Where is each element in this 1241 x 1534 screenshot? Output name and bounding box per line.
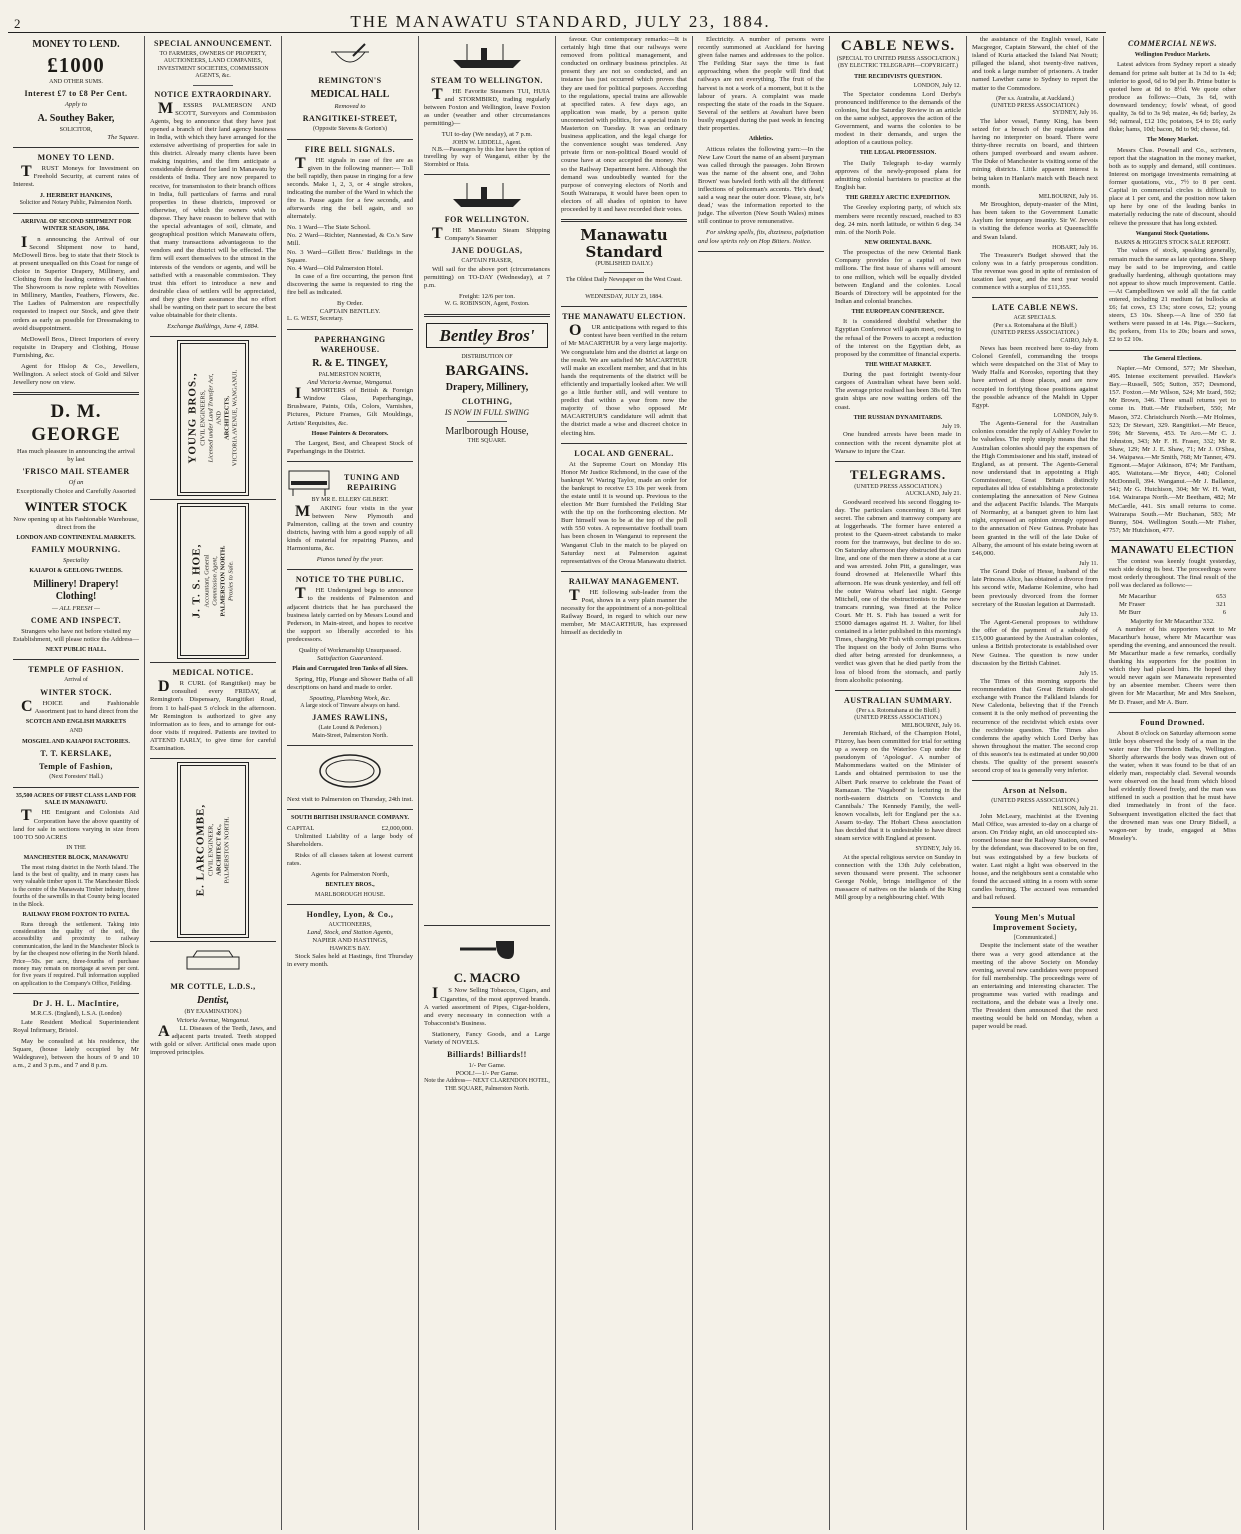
- box1-line-1: CIVIL ENGINEERS,: [199, 390, 207, 447]
- elections-heading: The General Elections.: [1143, 355, 1202, 362]
- pipe-icon: [441, 931, 533, 965]
- fire-ward-3: No. 4 Ward—Old Palmerston Hotel.: [287, 264, 384, 272]
- lead-article: favour. Our contemporary remarks:—It is certainly high time that our railways were removed from political management, and conducted on ordinary business principles. At present they are not so conducted, and an instance has just occurred which proves that they are used for political purposes. According to the regulations, special trains are allowable at specified rates. A few days ago, an application was made, by a person quite unconnected with politics, for a special train to Masterton on Tuesday. It was an ordinary business application, and the legal charge for the convenience sought was tendered. Any private firm or non-political Board would of course have at once accepted the money. Not so the Railway Department here. Although the demand was undoubtedly wanted for the purpose of conveying electors of North and South Wairarapa, it would have been open to electors of all shades of opinion to have proceeded by it and have recorded their votes.: [561, 36, 687, 213]
- column-5: [556, 36, 693, 1530]
- july15-place: July 15.: [1078, 670, 1098, 677]
- tuning-tuned: Pianos tuned by the year.: [316, 556, 384, 564]
- london-place: LONDON, July 9.: [1053, 412, 1098, 419]
- george-ship: 'FRISCO MAIL STEAMER: [22, 467, 130, 477]
- result-name-1: Mr Fraser: [1119, 601, 1146, 609]
- arson-place: NELSON, July 21.: [1052, 805, 1098, 812]
- result-name-2: Mr Burr: [1119, 609, 1141, 617]
- arson-assoc: (UNITED PRESS ASSOCIATION.): [991, 798, 1079, 805]
- steam-nb: N.B.—Passengers by this line have the option of travelling by way of Wanganui, either by the Stormbird or Huia.: [424, 146, 550, 168]
- notice-body: MESSRS PALMERSON AND SCOTT, Surveyors and Commission Agents, beg to announce that they have just opened a branch of their land agency business in India, with which they have arranged for the extensive advertising of properties for sale in this district. Already many clients have been making inquiries, and the firm anticipate a considerable demand for land in Manawatu by residents of India. They are now prepared to receive, for transmission to their branch offices in India, full particulars of farms and rural properties in these districts, improved or otherwise, of which the owners wish to dispose. They have reason to believe that with the special advantages of soil, climate, and geographical position which Manawatu offers, that many transactions advantageous to the vendors and the district will be effected. The firm will exert themselves to the utmost in the interests of the vendors or agents, and will be satisfied with a reasonable commission. They trust this effort to introduce a new and desirable class of settlers will be appreciated, and they give their assurance that no effort shall be wanting on their part to secure the best value obtainable for their clients.: [150, 99, 276, 320]
- george-come: COME AND INSPECT.: [30, 615, 122, 625]
- page-number-left: 2: [14, 16, 21, 31]
- london-body: The Agents-General for the Australian colonies consider the reply of Ashley Fowler to be valueless. The reply simply means that the Australian colonies should pay the expenses of the High Commissioner and his staff, instead of England, as at present. The Agents-General now understand that in appointing a High Commissioner, Great Britain distinctly repudiates all idea of establishing a protectorate contemplating the annexation of New Guinea and the adjacent Pacific Islands. The Marquis of Normanby, at a banquet given to him last night, expressed an opinion strongly opposed to the annexation of New Guinea. Probate has been granted in the will of the late Duke of Albany, the amount of his estate being sworn at £46,000.: [972, 420, 1098, 557]
- result-name-0: Mr Macarthur: [1119, 593, 1157, 601]
- box3-line-0: E. LARCOMBE,: [194, 803, 207, 897]
- majority: Majority for Mr Macarthur 332.: [1130, 617, 1215, 625]
- arrival-body: In announcing the Arrival of our Second Shipment now to hand, McDowell Bros. beg to state that their Stock is at present unequalled on this Coast for range of choice in Superior Drapery, Millinery, and Clothing from the leading centres of Fashion. The Showroom is now replete with Novelties in Millinery, Mantles, Feathers, Flowers, &c. The Ladies of Palmerston are respectfully requested to inspect our Stock, and give their orders as early as possible for Dressmaking to avoid disappointment.: [13, 233, 139, 332]
- george-address: NEXT PUBLIC HALL.: [45, 647, 107, 654]
- tooth-icon: [167, 947, 259, 977]
- cable-wheat-body: During the past fortnight twenty-four cargoes of Australian wheat have been sold. The average price realised has been 38s 6d. Ten grain ships are now waiting orders off the coast.: [835, 371, 961, 411]
- column-6: [693, 36, 830, 1530]
- next-visit: Next visit to Palmerston on Thursday, 24th inst.: [287, 796, 414, 804]
- hondley-loc: NAPIER AND HASTINGS,: [312, 937, 388, 945]
- tele-body: Goodward received his second flogging to-day. The particulars concerning it are kept secret. The cabmen and tramway company are at loggerheads. The former have entered a protest to the Queen-street cabstands to make room for the tramways, but decline to do so. On Saturday afternoon they obstructed the tram line, and one of the men threw a stone at a car and was arrested. John Pitt, a gunslinger, was found drowned at Helensville Wharf this afternoon. He was drunk yesterday, and fell off the outer Wairoa wharf last night. George Mitchell, one of the obstructionists to the new tramcars running, was fined at the Police Court. Mr H. S. Fish has issued a writ for £5000 damages against H. J. Walter, for libel contained in a letter published in this morning's Times, charging Mr Fish with corrupt practices. The inquest on the body of John Burns who died after being arrested for drunkenness, a verdict was given that he died partly from the loss of blood from the stomach, and partly from alcoholic poisoning.: [835, 498, 961, 684]
- cottle-name: MR COTTLE, L.D.S.,: [170, 982, 256, 992]
- public-heading: NOTICE TO THE PUBLIC.: [295, 575, 405, 585]
- masthead: [8, 6, 1106, 33]
- cottle-title: Dentist,: [197, 995, 229, 1007]
- box3-line-2: ARCHITECT &c.,: [215, 824, 223, 876]
- result-votes-0: 653: [1216, 593, 1226, 601]
- late-body: News has been received here to-day from Colonel Grenfell, commanding the troops which were despatched on the 31st of May to Wady Halfa and Korosko, reporting that they have arrived at those places, and are now occupied in fortifying those positions against the possible advance of the Mahdi in Upper Egypt.: [972, 345, 1098, 409]
- manawatu-after: A number of his supporters went to Mr Macarthur's house, where Mr Macarthur was spending the evening, and announced the result. Mr Macarthur made a few remarks, cordially thanking his supporters for the position in which they had placed him. He hoped they would never again see Manawatu represented by an absentee member. Cheers were then given for Mr Macarthur, Mr and Mrs Snelson, Mr D. Fraser, and Mr A. Burr.: [1109, 625, 1236, 706]
- bentley-square: THE SQUARE.: [467, 438, 507, 445]
- fire-ward-0: No. 1 Ward—The State School.: [287, 224, 371, 232]
- late-heading: LATE CABLE NEWS.: [991, 303, 1079, 313]
- steamer-icon: [441, 41, 533, 71]
- foxwell-captain: CAPTAIN FRASER,: [461, 258, 513, 265]
- column-1: [8, 36, 145, 1530]
- result-row-0: [1109, 593, 1236, 601]
- box3-line-1: CIVIL ENGINEER,: [207, 824, 215, 877]
- ymmi-comm: [Communicated.]: [1013, 935, 1057, 942]
- money-to-lend-heading: MONEY TO LEND.: [32, 39, 120, 50]
- foxwell-freight: Freight: 12/6 per ton.: [458, 293, 516, 301]
- july15-body: The Times of this morning supports the recommendation that Great Britain should exchange with France the Falkland Islands for New Caledonia, believing that if the French consent it is the only method of preventing the recurrence of the recidivist which exists over the recidiviste question. The Times also condemns the apathy which Lord Derby has shown throughout the matter. The second crop of this season's tea is estimated at under 90,000 chests. The quality of the present season's second crop of tea is generally very inferior.: [972, 678, 1098, 775]
- tingey-largest: The Largest, Best, and Cheapest Stock of Paperhangings in the District.: [287, 440, 413, 456]
- rem-name: REMINGTON'S: [318, 76, 382, 85]
- lend-heading: MONEY TO LEND.: [37, 153, 115, 162]
- money-body: Messrs Chas. Pownall and Co., scrivners, report that the stagnation in the money market, both as to supply and demand, still continues. Interest on mortgage investments remaining at former quotations, viz., 7½ to 8 per cent. Capital in commercial circles is difficult to place at 1 per cent, and the position now taken up here by one of the leading banks in materially reducing the rate of discount, should relieve the pressure that has long existed.: [1109, 146, 1236, 227]
- late-bluff: (Per s.s. Rotomahana at the Bluff.): [993, 322, 1077, 329]
- box3-line-3: PALMERSTON NORTH.: [223, 816, 231, 884]
- hondley-bay: HAWKE'S BAY.: [329, 945, 371, 952]
- arrival-sign: McDowell Bros., Direct Importers of every requisite in Drapery and Clothing, House Furnishing, &c.: [13, 335, 139, 359]
- george-choice: Exceptionally Choice and Carefully Assorted: [16, 487, 136, 495]
- result-row-1: [1109, 601, 1236, 609]
- george-goods: KAIAPOI & GEELONG TWEEDS.: [29, 568, 123, 575]
- lend-body: TRUST Moneys for Investment on Freehold Security, at current rates of Interest.: [13, 163, 139, 189]
- temple-name: T. T. KERSLAKE,: [40, 749, 112, 759]
- piano-icon: [287, 467, 331, 497]
- sydney-place: SYDNEY, July 16.: [915, 846, 961, 853]
- foxwell-body: THE Manawatu Steam Shipping Company's Steamer: [432, 225, 550, 243]
- july11-place: July 11.: [1079, 560, 1098, 567]
- column-3: [282, 36, 419, 1530]
- insurance-liability: Unlimited Liability of a large body of Shareholders.: [287, 832, 413, 848]
- temple-stock: WINTER STOCK.: [40, 687, 112, 697]
- athletic-body: Atticus relates the following yarn:—In the New Law Court the name of an absent juryman was called through the passages. John Brown was the name of the absent one, and 'John Brown' was bawled forth with all the different inflections of policeman's accents. 'He's dead,' said a wag near the outer door. 'Please, sir, he's dead,' was the information reported to the judge. The silverton (New South Wales) mines still continue to prove remunerative.: [698, 145, 824, 226]
- cottle-addr: Victoria Avenue, Wanganui.: [176, 1016, 250, 1024]
- medical-heading: MEDICAL NOTICE.: [172, 668, 254, 678]
- result-votes-1: 321: [1216, 601, 1226, 609]
- fire-sec: L. G. WEST, Secretary.: [287, 316, 344, 323]
- july13-body: The Agent-General proposes to withdraw the offer of the payment of a subsidy of £15,000 guaranteed by the Australian colonies, unless a British protectorate is established over New Guinea. The question is now under discussion by the British Cabinet.: [972, 619, 1098, 667]
- sydney-body: At the special religious service on Sunday in connection with the 13th July celebration, seven thousand were present. The schooner George Noble, brings intelligence of the massacre of natives on the islands of the King Mill group by a neighbouring chief. With: [835, 853, 961, 902]
- bentley-banner: Bentley Bros': [426, 323, 548, 348]
- stock-body: The values of stock, speaking generally, remain much the same as late quotations. Sheep may be said to be improving, and cattle gradually hardening, although quotations may not appear to show much improvement. Cattle.—At Campbelltown we sold all the fat cattle entered, including 21 medium fat bullocks at £6; fat cows, £3 13s; store cows, £2; young steers, £3 10s. Sheep.—A line of 350 fat wethers were passed in at 14s. Pigs.—Suckers, 8s; porkers, from 11s to 20s; boars and sows, £2 to £2 10s.: [1109, 247, 1236, 344]
- tele-heading: TELEGRAMS.: [849, 466, 947, 482]
- insurance-house: MARLBOROUGH HOUSE.: [314, 891, 385, 898]
- box2-line-0: J. T. S. HOE,: [190, 543, 203, 619]
- column-9: [1104, 36, 1241, 1530]
- box1-line-4: ARCHITECTS,: [223, 396, 231, 441]
- special-to: TO FARMERS, OWNERS OF PROPERTY, AUCTIONEERS, LAND COMPANIES, INVESTMENT SOCIETIES, COMMISSION AGENTS, &c.: [157, 51, 269, 80]
- money-amount: £1000: [47, 53, 105, 77]
- doctor-heading: Dr J. H. L. MacIntire,: [32, 999, 120, 1009]
- hobart-place: HOBART, July 16.: [1052, 244, 1098, 251]
- hondley-role: AUCTIONEERS,: [328, 921, 372, 928]
- steamer-icon-2: [441, 180, 533, 210]
- cable-bank-heading: NEW ORIENTAL BANK.: [864, 239, 932, 246]
- cable-dyn-place: July 19.: [941, 424, 961, 431]
- special-heading: SPECIAL ANNOUNCEMENT.: [154, 39, 272, 48]
- aust-place: MELBOURNE, July 16.: [901, 722, 961, 729]
- tingey-loc: PALMERSTON NORTH,: [318, 371, 382, 378]
- tingey-and: And Victoria Avenue, Wanganui.: [307, 379, 393, 387]
- bentley-clothing: CLOTHING,: [461, 396, 513, 406]
- paper-tag: The Oldest Daily Newspaper on the West Coast.: [565, 277, 683, 284]
- cable-special: (SPECIAL TO UNITED PRESS ASSOCIATION.): [836, 56, 960, 62]
- hondley-sales: Stock Sales held at Hastings, first Thursday in every month.: [287, 952, 413, 969]
- notice-addr: Exchange Buildings, June 4, 1884.: [167, 323, 259, 331]
- temple-sub: Temple of Fashion,: [39, 762, 113, 772]
- george-stock: WINTER STOCK: [24, 498, 128, 514]
- box1-line-5: VICTORIA AVENUE, WANGANUI.: [231, 369, 239, 467]
- arrival-heading: ARRIVAL OF SECOND SHIPMENT FOR WINTER SEASON, 1884.: [20, 218, 132, 233]
- money-interest: Interest £7 to £8 Per Cent.: [24, 89, 128, 99]
- seal-icon: [304, 751, 396, 791]
- insurance-heading: SOUTH BRITISH INSURANCE COMPANY.: [290, 815, 410, 822]
- doctor-body: Late Resident Medical Superintendent Royal Infirmary, Bristol.: [13, 1018, 139, 1034]
- cable-bank-body: The prospectus of the new Oriental Bank Company provides for a capital of two millions. The first issue of shares will amount to one million, which will be equally divided between England and the colonies. Local Boards of Directory will be appointed for the Indian and colonial branches.: [835, 249, 961, 305]
- pool-price: POOL!—1/- Per Game.: [455, 1070, 519, 1078]
- masthead-title: THE MANAWATU STANDARD, JULY 23, 1884.: [350, 12, 771, 31]
- rawlins-addr: Main-Street, Palmerston North.: [312, 732, 388, 739]
- cable-q-body: The Spectator condemns Lord Derby's pronounced indifference to the demands of the colonies, but the Saturday Review in an article on the same subject, approves the action of the Government, and warns the colonies to be modest in their demands, and urges the adoption of a cautious policy.: [835, 90, 961, 147]
- fire-body: THE signals in case of fire are as given in the following manner:— Toll the bell rapidly, then pause in ringing for a few seconds. Make 1, 2, 3, or 4 single strokes, indicating the number of the Ward in which the fire is. Pause again for a few seconds, and afterwards ring the bell again, and so alternately.: [287, 154, 413, 221]
- nb-body: For sinking spells, fits, dizziness, palpitation and low spirits rely on Hop Bitters. Notice.: [698, 229, 824, 245]
- george-millinery: Millinery! Drapery! Clothing!: [33, 578, 119, 602]
- ymmi-body: Despite the inclement state of the weather there was a very good attendance at the meeting of the above Society on Monday evening, several new candidates were proposed for full membership. The proceedings were of an entertaining and interesting character. The programme was varied with readings and recitations, and the debate was a lively one. The President then announced that the next meeting would be held on Monday, when a paper would be read.: [972, 942, 1098, 1031]
- fire-order: By Order.: [336, 300, 363, 308]
- george-of: Of an: [68, 479, 84, 487]
- insurance-capital-label: CAPITAL: [287, 824, 315, 832]
- insurance-bentley: BENTLEY BROS.,: [325, 882, 375, 889]
- temple-next: (Next Foresters' Hall.): [49, 774, 103, 781]
- steam-agent: JOHN W. LIDDELL, Agent.: [452, 139, 522, 146]
- george-mourning: FAMILY MOURNING.: [31, 545, 121, 555]
- arrival-agent: Agent for Hislop & Co., Jewellers, Wellington. A select stock of Gold and Silver Jewellery now on view.: [13, 363, 139, 387]
- bentley-swing: IS NOW IN FULL SWING: [444, 407, 530, 417]
- box1-line-2: Licensed under Land Transfer Act,: [207, 373, 215, 463]
- cable-heading: CABLE NEWS.: [840, 38, 956, 54]
- aust-heading: AUSTRALIAN SUMMARY.: [843, 695, 953, 705]
- steam-body: THE Favorite Steamers TUI, HUIA and STORMBIRD, trading regularly between Foxton and Wellington, leave Foxton as under (weather and other circumstances permitting)—: [424, 86, 550, 128]
- rem-opp: (Opposite Stevens & Gorton's): [313, 126, 387, 133]
- july11-body: The Grand Duke of Hesse, husband of the late Princess Alice, has obtained a divorce from his second wife, Madame Kolemine, who had been previously divorced from the former secretary of the Russian legation at Darmstadt.: [972, 568, 1098, 608]
- tuning-by: BY MR E. ELLERY GILBERT.: [311, 497, 389, 504]
- money-addr: The Square.: [107, 133, 139, 141]
- public-body: THE Undersigned begs to announce to the residents of Palmerston and adjacent districts that he has purchased the business lately carried on by Messrs Lound and Pederson, in Main-street, and hopes to receive the support so liberally accorded to his predecessors.: [287, 585, 413, 643]
- stock-heading: Wanganui Stock Quotations.: [1135, 230, 1210, 237]
- public-satisfaction: Satisfaction Guaranteed.: [317, 655, 383, 663]
- money-sub: AND OTHER SUMS.: [49, 79, 103, 85]
- late-assoc: (UNITED PRESS ASSOCIATION.): [991, 330, 1079, 337]
- col7-lead-place: SYDNEY, July 16.: [1052, 110, 1098, 117]
- aust-assoc: (UNITED PRESS ASSOCIATION.): [854, 715, 942, 722]
- ymmi-heading: Young Men's Mutual Improvement Society,: [992, 913, 1078, 933]
- temple-markets: SCOTCH AND ENGLISH MARKETS: [25, 719, 127, 726]
- box2-line-4: Proxies to Sale.: [227, 561, 235, 602]
- doctor-consult: May be consulted at his residence, the Square, (house lately occupied by Mr Waldegrave), between the hours of 9 and 10 a.m., 2 and 3 p.m., and 7 and 8 p.m.: [13, 1037, 139, 1070]
- rem-street: RANGITIKEI-STREET,: [302, 114, 398, 124]
- cottle-exam: (BY EXAMINATION.): [184, 1009, 242, 1016]
- melb-body: Mr Broughton, deputy-master of the Mint, has been taken to the Government Lunatic Asylum for temporary insanity. Sir W. Jervois is visiting the defence works at Queenscliffe and Swan Island.: [972, 201, 1098, 241]
- money-role: SOLICITOR,: [59, 126, 93, 133]
- box2-line-3: PALMERSTON NORTH.: [219, 545, 227, 617]
- medical-body: DR CURL (of Rangitikei) may be consulted every FRIDAY, at Remington's Dispensary, Rangitikei Road, from 1 to half-past 5 o'clock in the afternoon. Mr Remington is authorized to give any information as to fees, and to arrange for out-door visits if required. Patients are invited to ATTEND EARLY, to give time for careful Examination.: [150, 678, 276, 752]
- cable-dyn-body: One hundred arrests have been made in connection with the recent dynamite plot at Warsaw to injure the Czar.: [835, 431, 961, 455]
- iron-body: Spring, Hip, Plunge and Shower Baths of all descriptions on hand and made to order.: [287, 675, 413, 691]
- money-apply: Apply to: [64, 101, 88, 109]
- tele-place: AUCKLAND, July 21.: [905, 491, 961, 498]
- election-body: OUR anticipations with regard to this contest have been verified in the return of Mr MACARTHUR by a very large majority. We congratulate him and the district at large on the result. We are satisfied Mr MACARTHUR will make an excellent member, and that in his hands the requirements of the district will be efficiently and impartially looked after. We will go a little further still, and will venture to predict that within a year from now the majority of those who opposed Mr MACARTHUR'S candidature will admit that the district made a wise and discreet choice in electing him.: [561, 322, 687, 437]
- steam-tui: TUI to-day (We nesday), at 7 p.m.: [441, 131, 533, 139]
- foxwell-agent: W. G. ROBINSON, Agent, Foxton.: [444, 301, 530, 308]
- temple-arrival: Arrival of: [64, 677, 88, 684]
- result-votes-2: 6: [1222, 609, 1226, 617]
- columns: [8, 36, 1236, 1530]
- hondley-land: Land, Stock, and Station Agents,: [307, 929, 393, 937]
- manawatu-heading: MANAWATU ELECTION: [1110, 544, 1235, 556]
- box1-line-0: YOUNG BROS.,: [186, 372, 199, 464]
- macro-name: C. MACRO: [453, 970, 521, 986]
- money-name: A. Southey Baker,: [37, 112, 115, 124]
- paper-title: Manawatu Standard: [580, 226, 668, 262]
- july13-place: July 13.: [1078, 611, 1098, 618]
- rail-heading: RAILWAY MANAGEMENT.: [568, 576, 680, 586]
- billiards-addr: Note the Address— NEXT CLARENDON HOTEL, THE SQUARE, Palmerston North.: [424, 1078, 550, 1092]
- cable-wheat-heading: THE WHEAT MARKET.: [864, 361, 932, 368]
- foxwell-heading: FOR WELLINGTON.: [444, 215, 530, 225]
- col7-lead-sub: (Per s.s. Australia, at Auckland.): [996, 95, 1074, 102]
- foxwell-sail: Will sail for the above port (circumstances permitting) on TO-DAY (Wednesday), at 7 p.m.: [424, 265, 550, 289]
- land-details: The most rising district in the North Island. The land is the best of quality, and in many cases has very valuable timber upon it. The Manchester Block is the centre of the Manawatu Timber industry, three fourths of the sawmills in that County being located in the Block.: [13, 864, 139, 908]
- athletic-heading: Athletics.: [748, 136, 774, 143]
- land-railway: RAILWAY FROM FOXTON TO PATEA.: [22, 912, 130, 919]
- mortar-pestle-icon: [304, 41, 396, 71]
- cable-copy: (BY ELECTRIC TELEGRAPH—COPYRIGHT.): [837, 63, 959, 70]
- aust-body: Jeremiah Richard, of the Champion Hotel, Fitzroy, has been committed for trial for setting up a sweep on the Waterloo Cup under the pseudonym of 'Apologue'. A number of Mahommedans waited on the Minister of Lands and obtained permission to use the Albert Park reserve to celebrate the Feast of Ramazan. The 'Vagabond' is lecturing in the north-eastern districts on 'Convicts and Cannibals.' The Kennedy Family, the well-known vocalists, left for England per the s.s. Assam to-day. The Hobart Chess association has decided that it is undesirable to have direct steam service with England at present.: [835, 729, 961, 843]
- cable-conf-heading: THE EUROPEAN CONFERENCE.: [851, 308, 945, 315]
- election-heading: THE MANAWATU ELECTION.: [562, 312, 686, 322]
- local-heading: LOCAL AND GENERAL.: [574, 448, 674, 458]
- rem-removed: Removed to: [334, 103, 366, 110]
- land-heading: 35,500 ACRES OF FIRST CLASS LAND FOR SALE IN MANAWATU.: [15, 792, 137, 807]
- notice-heading: NOTICE EXTRAORDINARY.: [154, 89, 272, 99]
- insurance-risks: Risks of all classes taken at lowest current rates.: [287, 851, 413, 867]
- iron-heading: Plain and Corrugated Iron Tanks of all Sizes.: [292, 666, 408, 673]
- land-body: THE Emigrant and Colonists Aid Corporation have the above quantity of land for sale in sections varying in size from 100 TO 500 ACRES: [13, 807, 139, 841]
- drowned-body: About 8 o'clock on Saturday afternoon some little boys observed the body of a man in the water near the Thorndon Baths, Wellington. Shortly afterwards the body was drawn out of the water, when it was found to be that of an elderly man, respectably clad. Several wounds were observed on the head from which blood had evidently flowed freely, and the man was stiffened in such a position that he must have died immediately in front of the face. Subsequent investigation elicited the fact that the drowned man was one Drury Bidsell, a wagon-ner by trade, engaged at Miss Moseley's.: [1109, 729, 1236, 842]
- billiards-heading: Billiards! Billiards!!: [447, 1050, 527, 1060]
- larcombe-card: [180, 765, 246, 935]
- arson-body: John McLeary, machinist at the Evening Mail Office, was arrested to-day on a charge of arson. On Friday night, an old unoccupied six-roomed house near the Railway Station, owned by the defendant, was discovered to be on fire, but was extinguished by a few buckets of water. Last night a light was observed in the house, and the neighbours sent a constable who found the accused sitting in a room with some candles burning. The accused was remanded and bail refused.: [972, 813, 1098, 901]
- tingey-sub: House Painters & Decorators.: [311, 430, 389, 437]
- george-intro: Has much pleasure in announcing the arrival by last: [17, 448, 135, 464]
- hondley-name: Hondley, Lyon, & Co.,: [306, 909, 394, 919]
- cable-legal-heading: THE LEGAL PROFESSION.: [859, 150, 937, 157]
- cottle-body: ALL Diseases of the Teeth, Jaws, and adjacent parts treated. Teeth stopped with gold or silver. Artificial ones made upon improved principles.: [150, 1022, 276, 1056]
- lend-name: J. HERBERT HANKINS,: [39, 192, 113, 200]
- iron-spouting: Spouting, Plumbing Work, &c.: [309, 694, 391, 702]
- cable-q-heading: THE RECIDIVISTS QUESTION.: [854, 73, 942, 80]
- column-2: [145, 36, 282, 1530]
- fire-ward-1: No. 2 Ward—Richter, Nannestad, & Co.'s Saw Mill.: [287, 232, 413, 248]
- paper-pub: (PUBLISHED DAILY.): [595, 261, 653, 268]
- column-7: [830, 36, 967, 1530]
- george-heading: D. M. GEORGE: [31, 401, 121, 446]
- cable-greely-body: The Greeley exploring party, of which six members were recently rescued, reached to 83 deg. 24 min. north latitude, or within 6 deg. 34 min. of the North Pole.: [835, 204, 961, 236]
- iron-tinware: A large stock of Tinware always on hand.: [300, 702, 400, 709]
- macro-stationery: Stationery, Fancy Goods, and a Large Variety of NOVELS.: [424, 1030, 550, 1047]
- late-place: CAIRO, July 8.: [1060, 337, 1098, 344]
- rail-body: THE following sub-leader from the Post, shows in a very plain manner the necessity for the appointment of a non-political Railway Board, in regard to which our new member, Mr MACARTHUR, has expressed himself as decidedly in: [561, 586, 687, 637]
- hobart-body: The Treasurer's Budget showed that the colony was in a fairly prosperous condition. The revenue was good in spite of remission of taxation last year, and the next year would commence with a surplus of £11,355.: [972, 252, 1098, 292]
- land-block: MANCHESTER BLOCK, MANAWATU: [23, 855, 129, 862]
- temple-and: AND: [69, 728, 83, 735]
- rem-hall: MEDICAL HALL: [310, 89, 390, 100]
- bentley-goods: Drapery, Millinery,: [445, 381, 529, 393]
- col6-lead: Electricity. A number of persons were recently summoned at Auckland for having given false names and addresses to the police. The Feilding Star says the time is fast approaching when the people will find that railways are not everything. The fruit of the harvest is not a work of a moment, but it is the labour of years. A complaint was made respecting the state of the roads in the Square. Several of the settlers at Awahuri have been busily engaged during the past week in fencing their properties.: [698, 36, 824, 133]
- rawlins-late: (Late Lound & Pederson.): [318, 725, 382, 732]
- bentley-bargains: BARGAINS.: [445, 362, 529, 379]
- tuning-heading: TUNING AND REPAIRING: [344, 472, 400, 492]
- cable-q-place: LONDON, July 12.: [913, 83, 961, 90]
- drowned-heading: Found Drowned.: [1140, 717, 1205, 727]
- col7-lead: the assistance of the English vessel, Kate Macgregor, Captain Steward, the chief of the island of Kuria attacked the Island Nai Nouti; pillaged the island, shot twenty-five natives, and took a large number of prisoners. A trader named Lawther came to Sydney to report the matter to the Commodore.: [972, 36, 1098, 92]
- fire-ward-2: No. 3 Ward—Gillett Bros.' Buildings in the Square.: [287, 248, 413, 264]
- column-8: [967, 36, 1104, 1530]
- late-sub: AGE SPECIALS.: [1013, 315, 1057, 322]
- produce-heading: Wellington Produce Markets.: [1134, 52, 1211, 58]
- foxwell-ship: JANE DOUGLAS,: [451, 246, 523, 256]
- tingey-body: IMPORTERS of British & Foreign Window Glass, Paperhangings, Brushware, Paints, Oils, Colors, Varnishes, Pictures, Picture Frames, Gilt Mouldings, Artists' Requisites, &c.: [287, 385, 413, 427]
- doctor-quals: M.R.C.S. (England), L.S.A. (London): [30, 1011, 122, 1018]
- manawatu-body: The contest was keenly fought yesterday, each side doing its best. The proceedings were most orderly throughout. The final result of the poll was declared as follows:—: [1109, 557, 1236, 590]
- temple-body: CHOICE and Fashionable Assortment just to hand direct from the: [21, 697, 139, 715]
- billiards-price: 1/- Per Game.: [468, 1062, 506, 1070]
- macro-body: IS Now Selling Tobaccos, Cigars, and Cigarettes, of the most approved brands. A varied assortment of Pipes, Cigar-holders, and every necessary in connection with a Tobacconist's Business.: [424, 985, 550, 1027]
- aust-sub: (Per s.s. Rotomahana at the Bluff.): [856, 707, 940, 714]
- col7-lead-assoc: (UNITED PRESS ASSOCIATION.): [991, 103, 1079, 110]
- box2-line-2: Commission Agent,: [211, 556, 219, 607]
- tingey-name: R. & E. TINGEY,: [312, 357, 388, 369]
- insurance-agents: Agents for Palmerston North,: [310, 871, 389, 879]
- george-markets: LONDON AND CONTINENTAL MARKETS.: [16, 534, 136, 541]
- tele-assoc: (UNITED PRESS ASSOCIATION.): [854, 483, 942, 490]
- george-speciality: Speciality: [63, 557, 89, 565]
- fire-heading: FIRE BELL SIGNALS.: [304, 144, 396, 154]
- local-body: At the Supreme Court on Monday His Honor Mr Justice Richmond, in the case of the bankrupt W. Waring Taylor, made an order for the bankrupt to receive £3 10s per week from the estate until it is wound up. Previous to the election Mr Burr furnished the Feilding Star with the tip on the forthcoming election. Mr Burr himself was to be at the top of the poll with 550 votes. A representative football team has been chosen in Wanganui to represent the Wanganui Club in the match to be played on Saturday next at Palmerston against representatives of the Oroua Manawatu district.: [561, 460, 687, 565]
- tingey-heading: PAPERHANGING WAREHOUSE.: [314, 334, 386, 354]
- cable-conf-body: It is considered doubtful whether the Egyptian Conference will again meet, owing to the refusal of the Powers to accept a reduction of the interest on the Egyptian debt, as proposed by the committee of financial experts.: [835, 318, 961, 358]
- money-heading: The Money Market.: [1146, 137, 1199, 144]
- land-terms: Runs through the settlement. Taking into consideration the quality of the soil, the accessibility and proximity to railway communication, the land in the Manchester Block is by far the cheapest now offering in the North Island. Price—50s. per acre, three-fourths of purchase money may remain on mortgage at seven per cent. for five years if required. Full information supplied on application to the Company's Office, Feilding.: [13, 921, 139, 987]
- hoe-card: [180, 506, 246, 656]
- steam-heading: STEAM TO WELLINGTON.: [431, 76, 543, 85]
- george-strangers: Strangers who have not before visited my Establishment, will please notice the Address—: [13, 627, 139, 643]
- land-in: IN THE: [66, 844, 86, 851]
- arson-heading: Arson at Nelson.: [1002, 786, 1068, 796]
- insurance-capital: £2,000,000.: [381, 824, 413, 832]
- temple-mosgiel: MOSGIEL AND KAIAPOI FACTORIES.: [22, 738, 130, 745]
- cable-greely-heading: THE GREELY ARCTIC EXPEDITION.: [845, 195, 951, 202]
- cable-dyn-heading: THE RUSSIAN DYNAMITARDS.: [853, 414, 943, 421]
- young-bros-card: [180, 343, 246, 493]
- melb-place: MELBOURNE, July 16.: [1038, 193, 1098, 200]
- result-row-2: [1109, 609, 1236, 617]
- george-open: Now opening up at his Fashionable Warehouse, direct from the: [13, 515, 139, 531]
- box1-line-3: AND: [215, 411, 223, 426]
- cable-legal-body: The Daily Telegraph to-day warmly approves of the newly-proposed plans for admitting colonial barristers to practice at the English bar.: [835, 159, 961, 191]
- bentley-dist: DISTRIBUTION OF: [461, 353, 513, 360]
- fire-note: In case of a fire occurring, the person first discovering the same is requested to ring the fire bell as indicated.: [287, 272, 413, 296]
- produce-body: Latest advices from Sydney report a steady demand for prime salt butter at 1s 3d to 1s 4d; inferior to good, 6d to 9d per lb. Prime butter is quoted here at 8d to 8½d. We quote other produce as follows:—Oats, 3s 6d, with downward tendency; fowls' wheat, of good quality, 3s 6d to 3s 9d; maize, 4s 6d; barley, 2s 9d; oatmeal, £12 10s; potatoes, £4 to £6; early fluke; hams, 10d; bacon, 8d to 9d; cheese, 6d.: [1109, 61, 1236, 134]
- column-4: [419, 36, 556, 1530]
- comm-heading: COMMERCIAL NEWS.: [1127, 39, 1218, 48]
- temple-heading: TEMPLE OF FASHION.: [28, 665, 124, 675]
- rawlins-name: JAMES RAWLINS,: [312, 713, 388, 723]
- george-fresh: — ALL FRESH —: [52, 604, 100, 612]
- lend-role: Solicitor and Notary Public, Palmerston North.: [19, 200, 133, 207]
- paper-date: WEDNESDAY, JULY 23, 1884.: [585, 293, 663, 300]
- stock-firm: BARNS & HIGGIE'S STOCK SALE REPORT.: [1114, 240, 1231, 246]
- col7-lead-body2: The labor vessel, Fanny King, has been seized for a breach of the regulations and having no interpreter on board. There were thirty-three recruits on board, and thirteen others jumped overboard and swam ashore. The Duke of Manchester is visiting some of the mining districts. Little apparent interest is being taken in Hanlan's match with Beach next month.: [972, 117, 1098, 190]
- fire-sign: CAPTAIN BENTLEY.: [319, 308, 381, 316]
- elections-body: Napier.—Mr Ormond, 577; Mr Sheehan, 495. Intense excitement prevailed. Hawke's Bay.—Russell, 505; Sutton, 357; Desmond, 157. Foxton.—Mr Wilson, 524; Mr Izard, 592; Mr Brown, 346. Three small returns yet to come in. Hutt.—Mr Fitzherbert, 550; Mr Mason, 372. Christchurch North.—Mr Holmes, 523; Dr Stewart, 329. Rangitikei.—Mr Bruce, 596; Mr Stevens, 453. Te Aro.—Mr C. J. Johnston, 343; Mr F. H. Fraser, 332; Mr R. Shaw, 129; Mr J. E. Shaw, 71; Mr J. O'Shea, 34. Waipawa.—Mr Smith, 768; Mr Tanner, 479. Egmont.—Major Atkinson, 874; Mr Fantham, 405. Waitotara.—Mr Bryce, 440; Colonel McDonnell, 394. Wanganui.—Mr J. Ballance, 541; Mr G. Hutchison, 304; Mr W. H. Watt, 164. Wairarapa North.—Mr Beetham, 482; Mr McCardle, 441. Six small returns to come. Wairarapa South.—Mr Buchanan, 583; Mr Bunny, 504. Wellington South.—Mr Fisher, 757; Mr Hutchison, 477.: [1109, 364, 1236, 534]
- tuning-body: MAKING four visits in the year between New Plymouth and Palmerston, calling at the town and country districts, having with him a good supply of all kinds of material for repairing Pianos, and Harmoniums, &c.: [287, 502, 413, 553]
- public-quality: Quality of Workmanship Unsurpassed.: [298, 646, 402, 654]
- box2-line-1: Accountant, General: [203, 554, 211, 608]
- bentley-house: Marlborough House,: [445, 426, 529, 438]
